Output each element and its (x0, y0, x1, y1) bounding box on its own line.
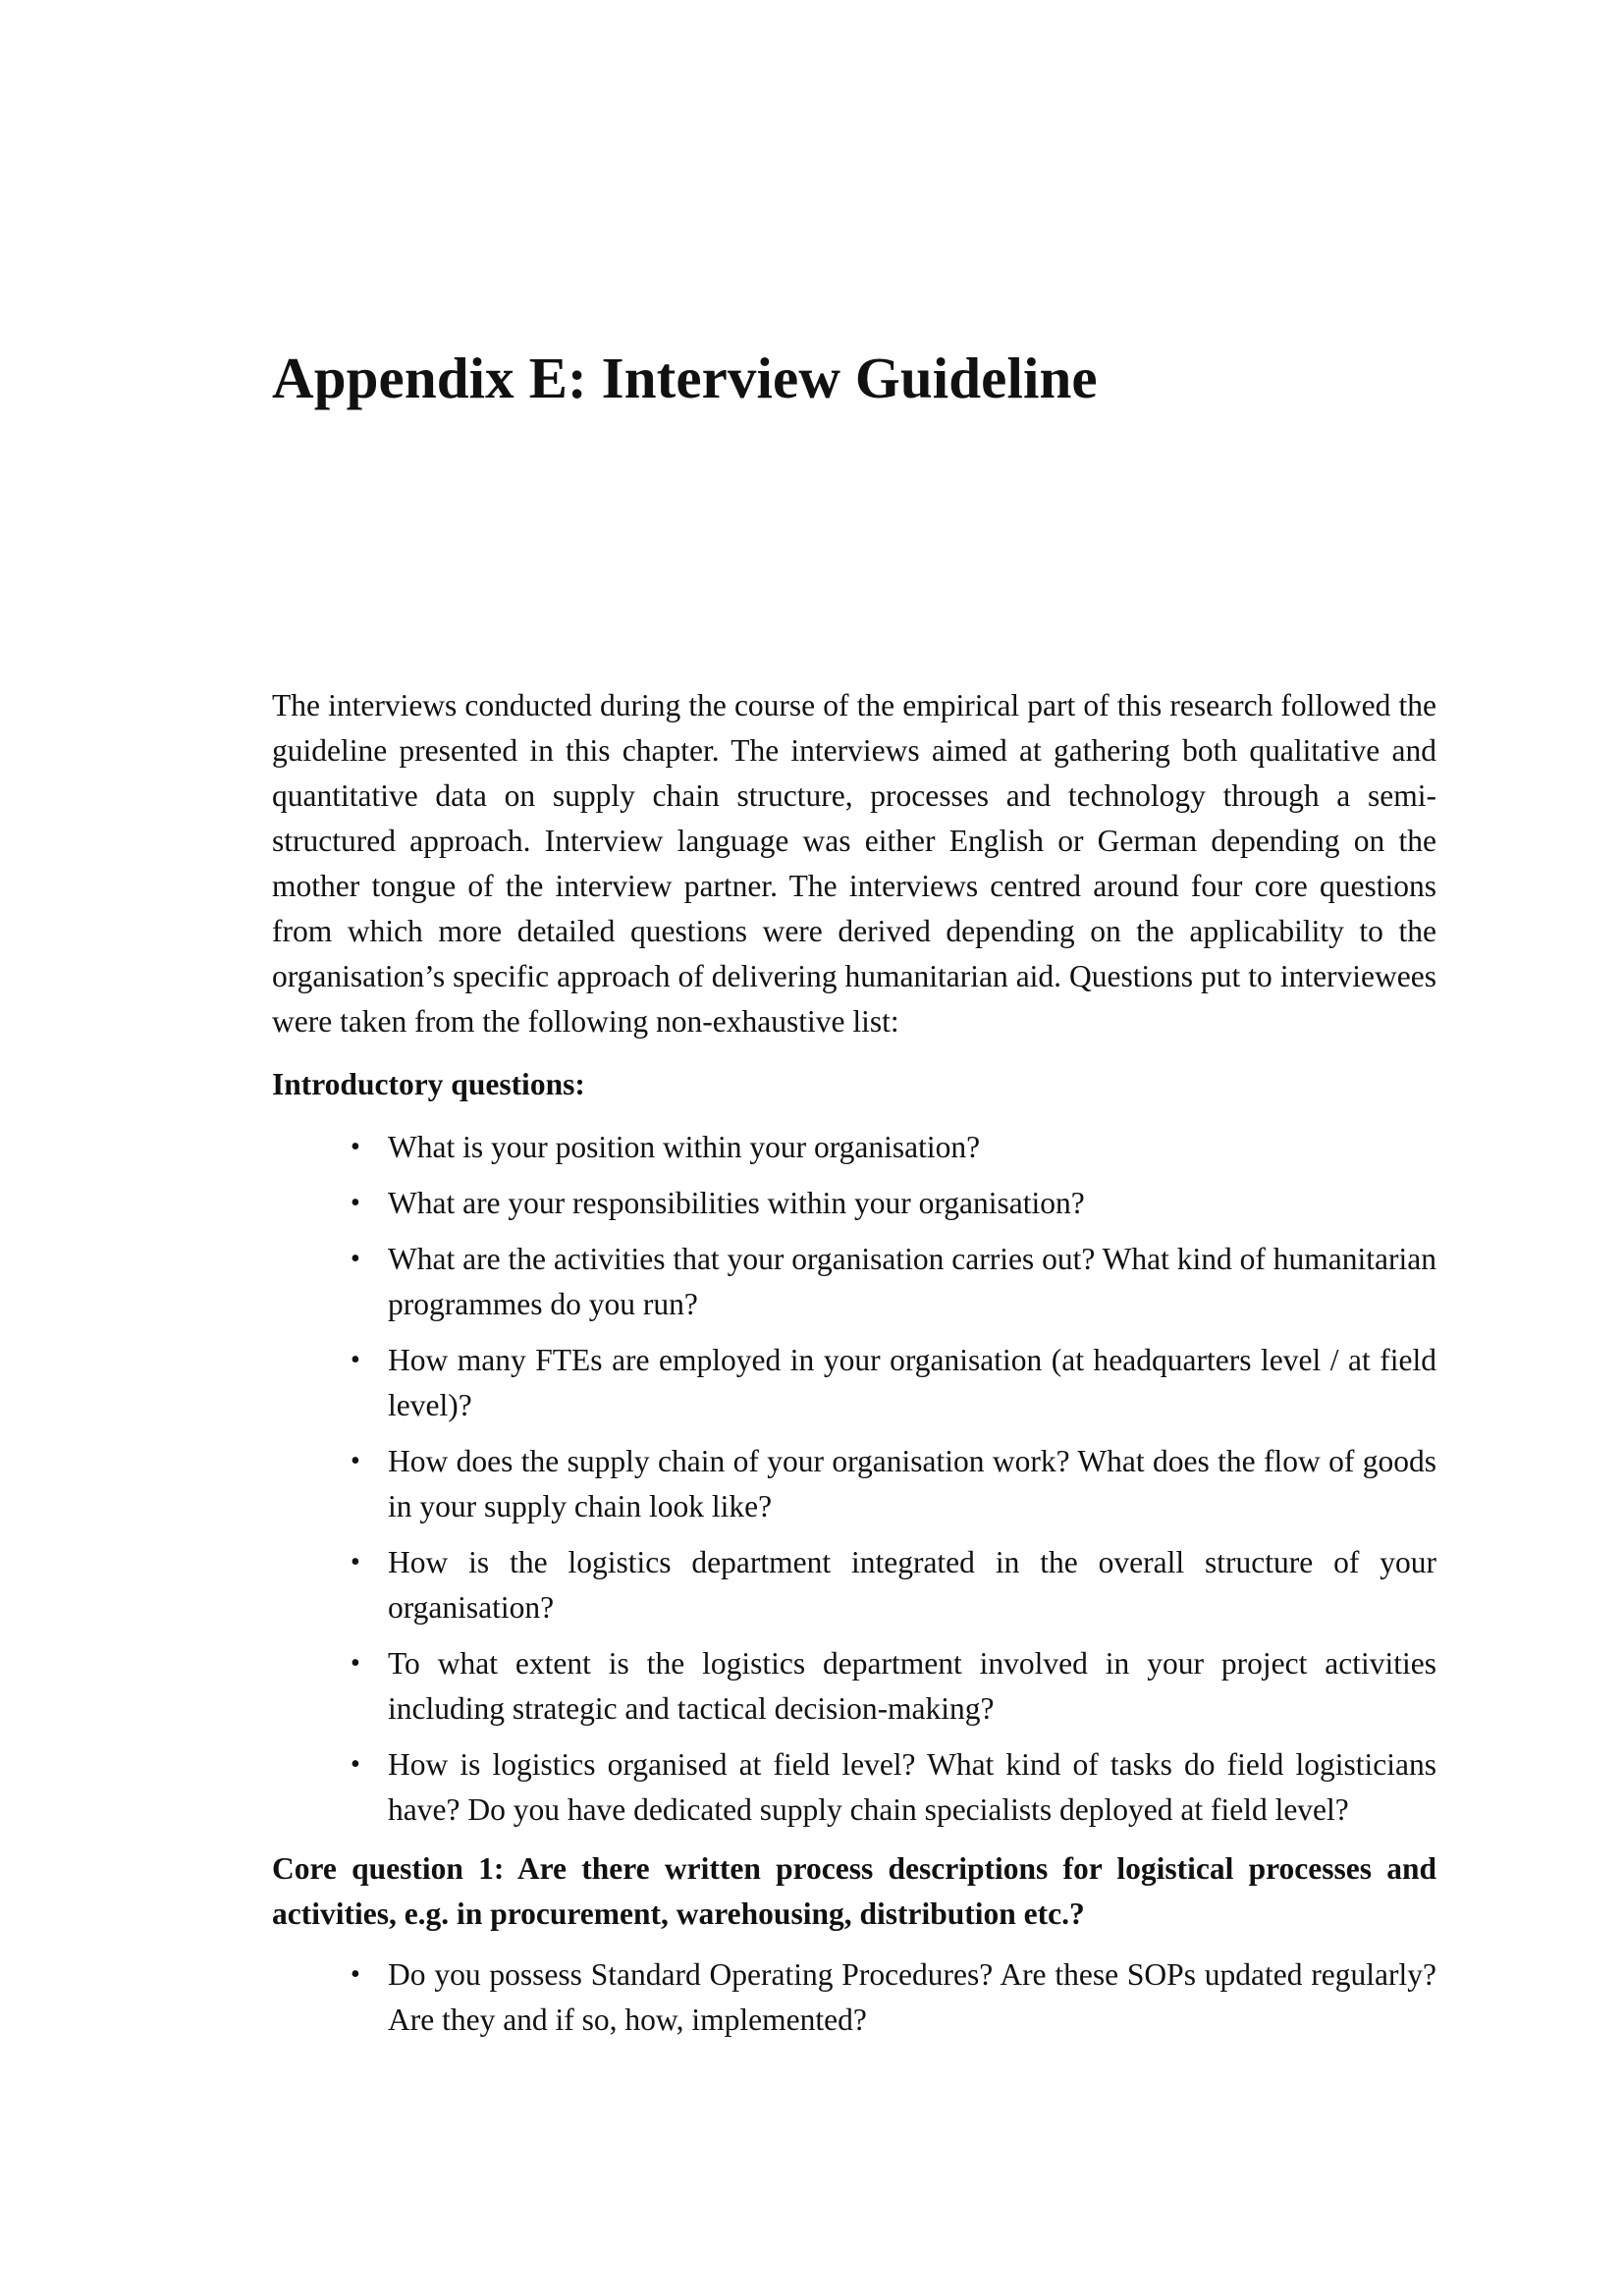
intro-paragraph: The interviews conducted during the course of the empirical part of this research followed the guideline presented in this chapter. The interviews aimed at gathering both qualitative and quantitative data on supply chain structure, processes and technology through a semi-structured approach. Interview language was either English or German depending on the mother tongue of the interview partner. The interviews centred around four core questions from which more detailed questions were derived depending on the applicability to the organisation’s specific approach of delivering humanitarian aid. Questions put to interviewees were taken from the following non-exhaustive list: (272, 688, 1436, 1039)
bullet-icon: • (351, 1244, 360, 1274)
list-item (272, 1742, 1436, 1833)
question-text: How is the logistics department integrated in the overall structure of your organisation? (388, 1545, 1436, 1625)
bullet-icon: • (351, 1345, 360, 1375)
list-item (272, 1439, 1436, 1529)
question-text: How many FTEs are employed in your organisation (at headquarters level / at field level)? (388, 1343, 1436, 1422)
question-text: What are your responsibilities within your organisation? (388, 1186, 1085, 1220)
question-text: What is your position within your organisation? (388, 1130, 981, 1164)
question-text: Do you possess Standard Operating Procedures? Are these SOPs updated regularly? Are they and if so, how, implemented? (388, 1957, 1436, 2037)
list-item (272, 1952, 1436, 2043)
list-item (272, 1540, 1436, 1630)
question-text: How does the supply chain of your organisation work? What does the flow of goods in your supply chain look like? (388, 1444, 1436, 1523)
question-text: What are the activities that your organisation carries out? What kind of humanitarian programmes do you run? (388, 1242, 1436, 1321)
question-text: How is logistics organised at field level? What kind of tasks do field logisticians have? Do you have dedicated supply chain specialists deployed at field level? (388, 1747, 1436, 1827)
bullet-icon: • (351, 1188, 360, 1218)
bullet-icon: • (351, 1446, 360, 1476)
introductory-questions-list (272, 1125, 1436, 1833)
list-item (272, 1181, 1436, 1226)
core-question-1-list (272, 1952, 1436, 2043)
list-item (272, 1237, 1436, 1327)
bullet-icon: • (351, 1959, 360, 1990)
list-item (272, 1641, 1436, 1732)
core-question-1-heading: Core question 1: Are there written process descriptions for logistical processes and activities, e.g. in procurement, warehousing, distribution etc.? (272, 1851, 1436, 1931)
introductory-questions-heading: Introductory questions: (272, 1067, 585, 1101)
bullet-icon: • (351, 1132, 360, 1162)
appendix-heading: Appendix E: Interview Guideline (272, 346, 1098, 410)
question-text: To what extent is the logistics department involved in your project activities including strategic and tactical decision-making? (388, 1646, 1436, 1726)
list-item (272, 1125, 1436, 1170)
bullet-icon: • (351, 1547, 360, 1577)
bullet-icon: • (351, 1648, 360, 1679)
questions-section (272, 1062, 1436, 2054)
bullet-icon: • (351, 1749, 360, 1780)
list-item (272, 1338, 1436, 1428)
